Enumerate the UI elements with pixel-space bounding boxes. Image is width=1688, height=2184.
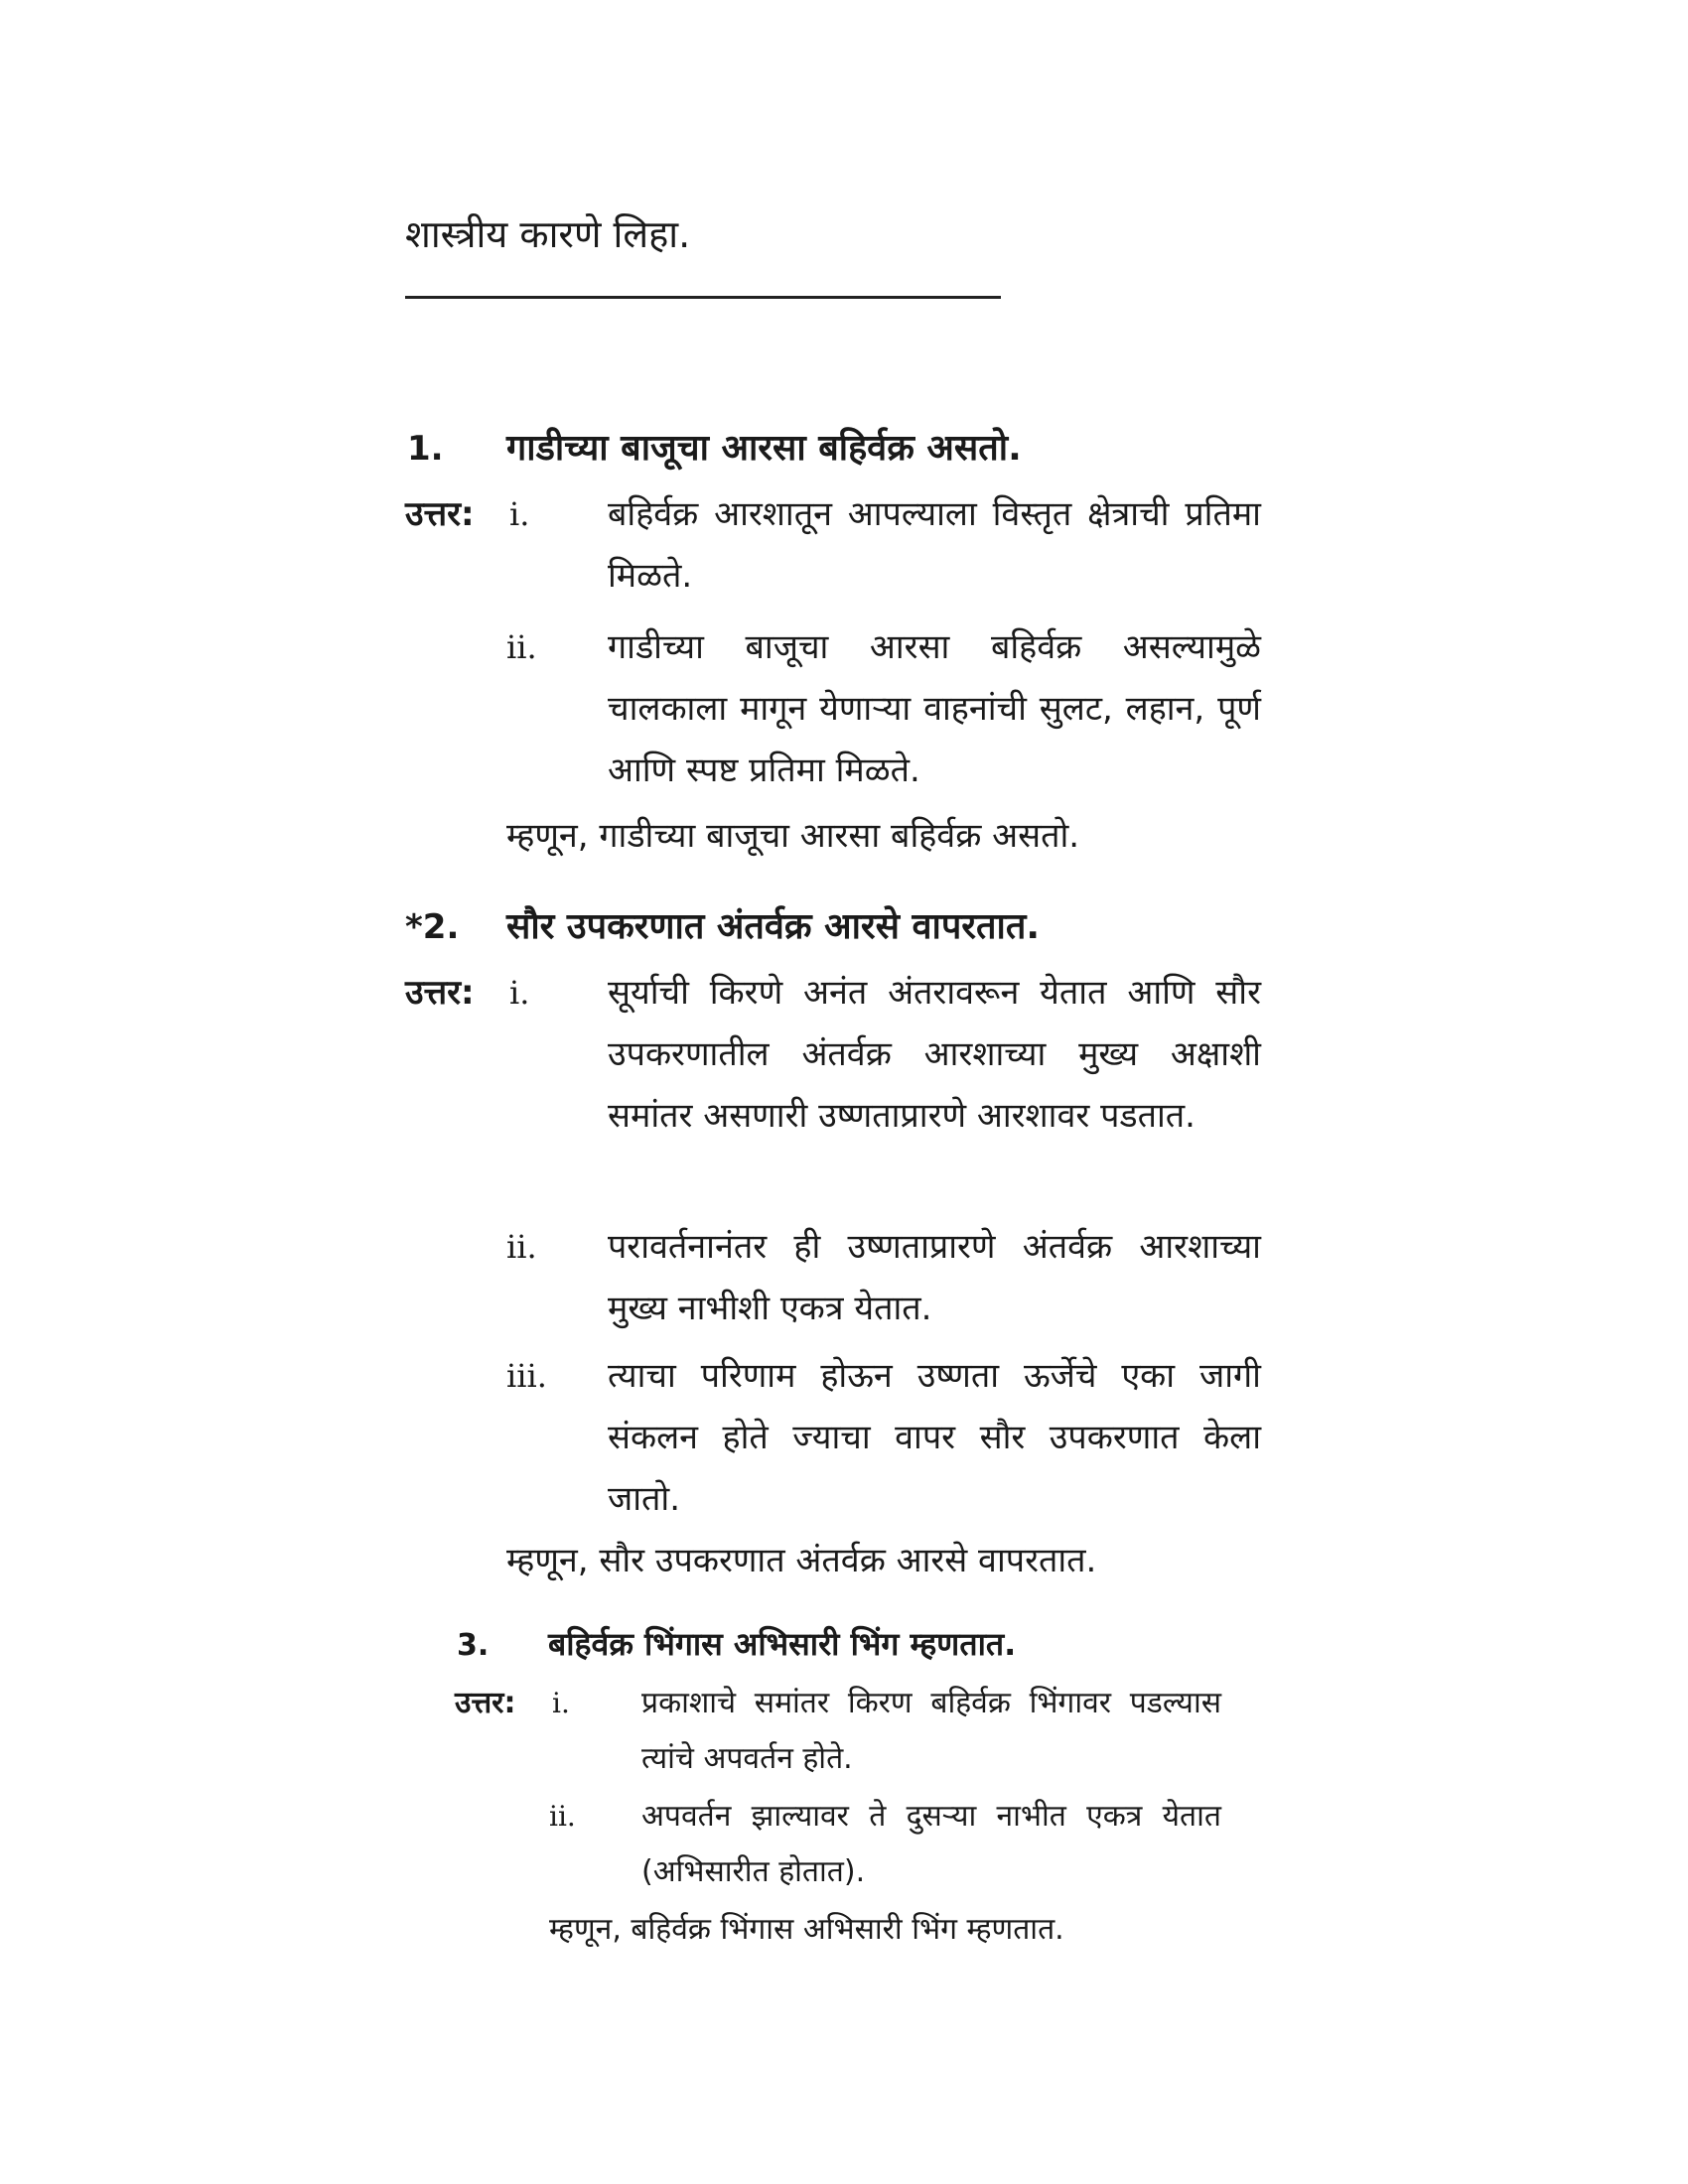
question-text: बहिर्वक्र भिंगास अभिसारी भिंग म्हणतात. [548,1625,1017,1663]
heading-underline [405,296,1001,299]
page-heading: शास्त्रीय कारणे लिहा. [405,212,691,256]
answer-label: उत्तर: [455,1686,516,1720]
point-marker: i. [509,974,530,1012]
answer-point: अपवर्तन झाल्यावर ते दुसऱ्या नाभीत एकत्र येतात (अभिसारीत होतात). [641,1799,1221,1889]
question-number: *2. [405,907,460,947]
conclusion: म्हणून, सौर उपकरणात अंतर्वक्र आरसे वापरतात. [506,1541,1097,1580]
question-number: 1. [407,429,444,469]
answer-point: प्रकाशाचे समांतर किरण बहिर्वक्र भिंगावर पडल्यास त्यांचे अपवर्तन होते. [641,1686,1221,1776]
conclusion: म्हणून, गाडीच्या बाजूचा आरसा बहिर्वक्र असतो. [506,816,1080,856]
answer-label: उत्तर: [405,973,475,1013]
answer-point: सूर्याची किरणे अनंत अंतरावरून येतात आणि सौर उपकरणातील अंतर्वक्र आरशाच्या मुख्य अक्षाशी समांतर असणारी उष्णताप्रारणे आरशावर पडतात. [608,973,1261,1136]
answer-label: उत्तर: [405,494,475,534]
point-marker: ii. [549,1800,576,1833]
answer-point: त्याचा परिणाम होऊन उष्णता ऊर्जेचे एका जागी संकलन होते ज्याचा वापर सौर उपकरणात केला जातो. [608,1356,1261,1519]
answer-point: गाडीच्या बाजूचा आरसा बहिर्वक्र असल्यामुळे चालकाला मागून येणाऱ्या वाहनांची सुलट, लहान, पूर्ण आणि स्पष्ट प्रतिमा मिळते. [608,627,1261,790]
point-marker: ii. [506,1228,537,1266]
question-number: 3. [457,1628,490,1663]
point-marker: i. [552,1687,570,1719]
point-marker: iii. [506,1357,547,1395]
question-text: गाडीच्या बाजूचा आरसा बहिर्वक्र असतो. [506,428,1022,469]
conclusion: म्हणून, बहिर्वक्र भिंगास अभिसारी भिंग म्हणतात. [549,1912,1064,1947]
question-text: सौर उपकरणात अंतर्वक्र आरसे वापरतात. [506,906,1041,947]
answer-point: बहिर्वक्र आरशातून आपल्याला विस्तृत क्षेत्राची प्रतिमा मिळते. [608,494,1261,596]
point-marker: ii. [506,628,537,666]
point-marker: i. [509,495,530,533]
answer-point: परावर्तनानंतर ही उष्णताप्रारणे अंतर्वक्र आरशाच्या मुख्य नाभीशी एकत्र येतात. [608,1227,1261,1328]
